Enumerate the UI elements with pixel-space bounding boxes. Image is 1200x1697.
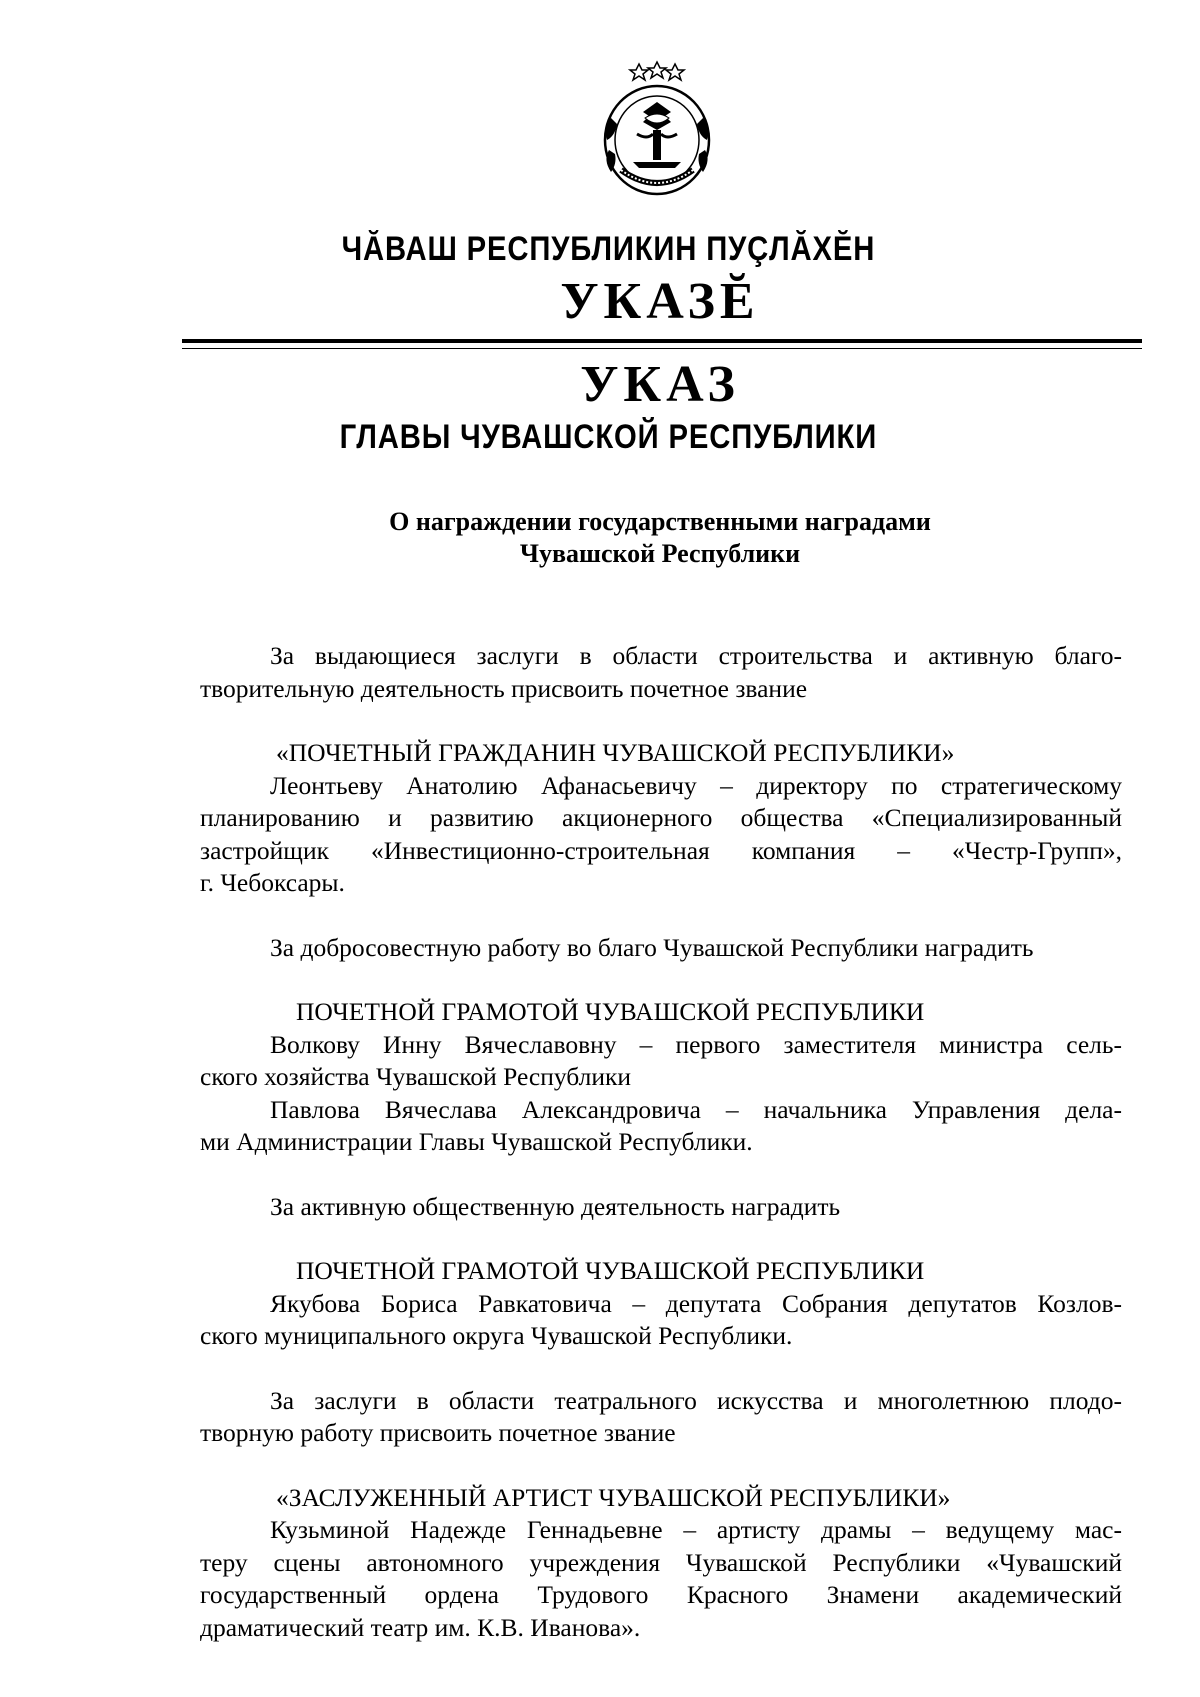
subject-line1: О награждении государственными наградами bbox=[389, 507, 931, 536]
recipient-line: Якубова Бориса Равкатовича – депутата Собрания депутатов Козлов- bbox=[270, 1288, 1122, 1318]
recipient-line: драматический театр им. К.В. Иванова». bbox=[200, 1612, 641, 1642]
recipient-line: Кузьминой Надежде Геннадьевне – артисту драмы – ведущему мас- bbox=[270, 1515, 1122, 1544]
award-section bbox=[200, 640, 1122, 900]
chuvash-header-line1: ЧĂВАШ РЕСПУБЛИКИН ПУÇЛĂХĔН bbox=[341, 230, 876, 268]
recipient-line: Павлова Вячеслава Александровича – начальника Управления дела- bbox=[270, 1094, 1122, 1124]
award-section bbox=[200, 1191, 1122, 1353]
section-intro: За заслуги в области театрального искусства и многолетнюю плодо- bbox=[270, 1385, 1122, 1415]
recipient-line: планированию и развитию акционерного общества «Специализированный bbox=[200, 803, 1122, 832]
award-title: ПОЧЕТНОЙ ГРАМОТОЙ ЧУВАШСКОЙ РЕСПУБЛИКИ bbox=[296, 997, 925, 1026]
recipient-line: ми Администрации Главы Чувашской Республики. bbox=[200, 1127, 753, 1156]
section-intro bbox=[200, 640, 1122, 673]
section-intro-cont: творительную деятельность присвоить почетное звание bbox=[200, 673, 808, 703]
intro-line: За выдающиеся заслуги в области строительства и активную благо- bbox=[270, 641, 1122, 670]
award-title: «ЗАСЛУЖЕННЫЙ АРТИСТ ЧУВАШСКОЙ РЕСПУБЛИКИ» bbox=[276, 1482, 951, 1512]
award-section bbox=[200, 1385, 1122, 1645]
russian-header-title: УКАЗ bbox=[580, 356, 740, 413]
recipient-line: государственный ордена Трудового Красного Знамени академический bbox=[200, 1580, 1122, 1609]
subject-line2: Чувашской Республики bbox=[519, 539, 801, 568]
award-section bbox=[200, 932, 1122, 1159]
russian-header-line2: ГЛАВЫ ЧУВАШСКОЙ РЕСПУБЛИКИ bbox=[339, 418, 878, 456]
header-divider-thick bbox=[182, 339, 1142, 343]
recipient-line: Волкову Инну Вячеславовну – первого заместителя министра сель- bbox=[270, 1029, 1122, 1059]
chuvash-header-title: УКАЗĔ bbox=[560, 273, 760, 330]
award-title: «ПОЧЕТНЫЙ ГРАЖДАНИН ЧУВАШСКОЙ РЕСПУБЛИКИ» bbox=[276, 738, 955, 767]
recipient-line: застройщик «Инвестиционно-строительная компания – «Честр-Групп», bbox=[200, 835, 1122, 865]
section-intro: За добросовестную работу во благо Чувашской Республики наградить bbox=[270, 932, 1034, 962]
recipient-line: теру сцены автономного учреждения Чувашской Республики «Чувашский bbox=[200, 1547, 1122, 1577]
decree-subject bbox=[200, 506, 1120, 570]
award-title: ПОЧЕТНОЙ ГРАМОТОЙ ЧУВАШСКОЙ РЕСПУБЛИКИ bbox=[296, 1256, 925, 1285]
section-intro-cont: творную работу присвоить почетное звание bbox=[200, 1418, 676, 1447]
recipient-line: ского муниципального округа Чувашской Республики. bbox=[200, 1321, 793, 1350]
decree-body bbox=[200, 640, 1122, 1644]
recipient-line: г. Чебоксары. bbox=[200, 868, 345, 897]
recipient-line: ского хозяйства Чувашской Республики bbox=[200, 1062, 632, 1091]
coat-of-arms-icon bbox=[597, 58, 717, 198]
section-intro: За активную общественную деятельность наградить bbox=[270, 1191, 841, 1221]
recipient-line: Леонтьеву Анатолию Афанасьевичу – директору по стратегическому bbox=[270, 770, 1122, 800]
header-divider-thin bbox=[182, 348, 1142, 349]
